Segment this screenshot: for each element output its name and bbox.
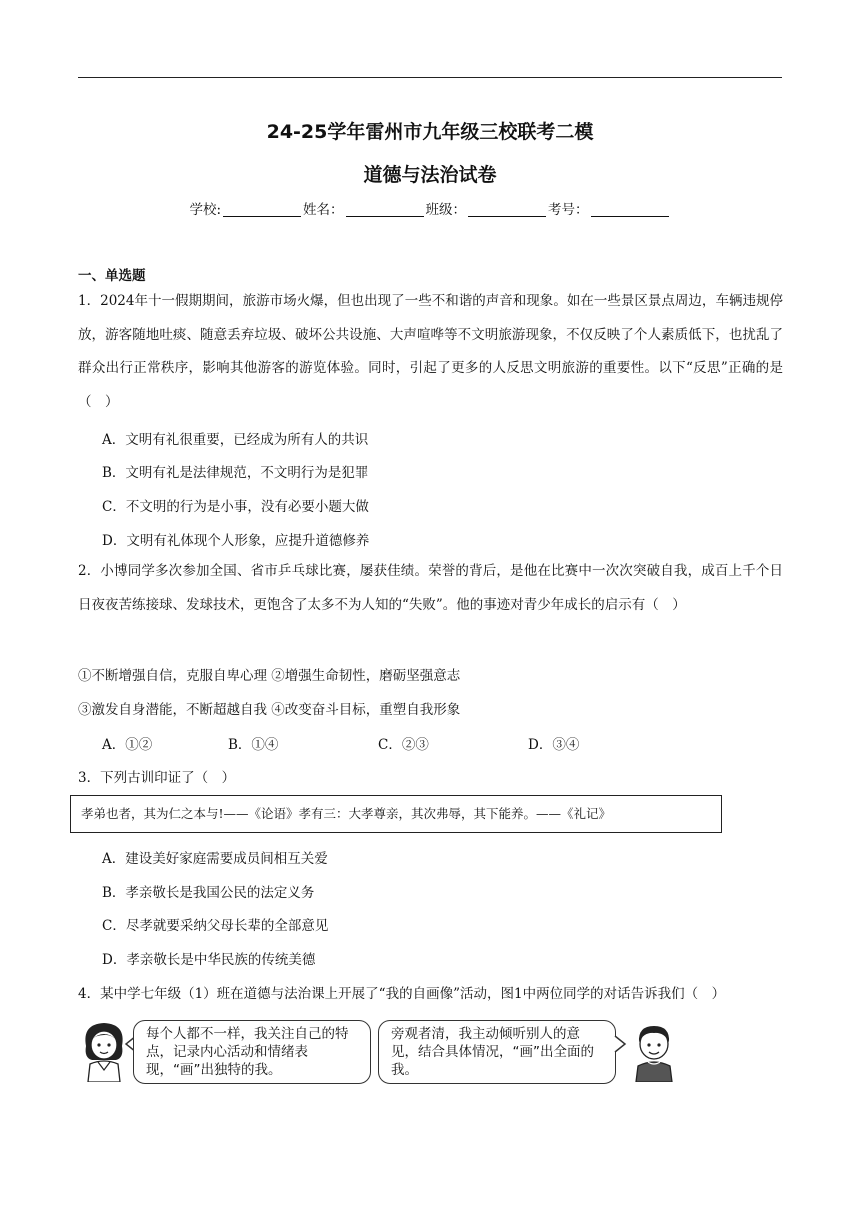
school-label: 学校: [189,202,222,218]
question-1-text: 1．2024年十一假期期间，旅游市场火爆，但也出现了一些不和谐的声音和现象。如在一些景区景点周边，车辆违规停放，游客随地吐痰、随意丢弃垃圾、破坏公共设施、大声喧哗等不文明旅游现象，不仅反映了个人素质低下，也扰乱了群众出行正常秩序，影响其他游客的游览体验。同时，引起了更多的人反思文明旅游的重要性。以下“反思”正确的是（ ） [78,293,783,410]
class-label: 班级： [425,202,467,218]
q3-quote-box: 孝弟也者，其为仁之本与!——《论语》孝有三：大孝尊亲，其次弗辱，其下能养。——《礼记》 [70,795,722,833]
exam-no-blank[interactable] [591,202,669,217]
q1-option-d[interactable]: D．文明有礼体现个人形象，应提升道德修养 [102,533,370,549]
section-title: 一、单选题 [78,268,146,284]
q2-option-d[interactable]: D．③④ [528,737,580,753]
question-3-text: 3．下列古训印证了（ ） [78,770,236,786]
exam-no-label: 考号： [548,202,589,218]
name-label: 姓名： [303,202,344,218]
exam-subtitle: 道德与法治试卷 [363,164,497,186]
header-rule [78,77,782,78]
q2-option-b[interactable]: B．①④ [228,737,279,753]
student-info-line [0,198,860,218]
q2-statements-1: ①不断增强自信，克服自卑心理 ②增强生命韧性，磨砺坚强意志 [78,668,461,684]
boy-figure-icon [626,1018,682,1082]
exam-title: 24-25学年雷州市九年级三校联考二模 [266,121,594,143]
q1-option-a[interactable]: A．文明有礼很重要，已经成为所有人的共识 [102,432,369,448]
speech-bubble-left: 每个人都不一样，我关注自己的特点，记录内心活动和情绪表现，“画”出独特的我。 [133,1020,371,1084]
q1-option-c[interactable]: C．不文明的行为是小事，没有必要小题大做 [102,499,369,515]
q2-option-c[interactable]: C．②③ [378,737,429,753]
q2-statements-2: ③激发自身潜能，不断超越自我 ④改变奋斗目标，重塑自我形象 [78,702,461,718]
q2-option-a[interactable]: A．①② [102,737,153,753]
speech-bubble-right: 旁观者清，我主动倾听别人的意见，结合具体情况，“画”出全面的我。 [378,1020,616,1084]
right-bubble-tail [613,1034,627,1054]
q3-option-a[interactable]: A．建设美好家庭需要成员间相互关爱 [102,851,328,867]
q3-option-b[interactable]: B．孝亲敬长是我国公民的法定义务 [102,885,315,901]
question-2-text: 2．小博同学多次参加全国、省市乒乓球比赛，屡获佳绩。荣誉的背后，是他在比赛中一次次突破自我，成百上千个日日夜夜苦练接球、发球技术，更饱含了太多不为人知的“失败”。他的事迹对青少年成长的启示有（ ） [78,563,783,613]
q1-option-b[interactable]: B．文明有礼是法律规范，不文明行为是犯罪 [102,465,369,481]
name-blank[interactable] [346,202,424,217]
question-4-text: 4．某中学七年级（1）班在道德与法治课上开展了“我的自画像”活动，图1中两位同学的对话告诉我们（ ） [78,986,726,1002]
school-blank[interactable] [223,202,301,217]
q3-option-c[interactable]: C．尽孝就要采纳父母长辈的全部意见 [102,918,329,934]
q3-option-d[interactable]: D．孝亲敬长是中华民族的传统美德 [102,952,316,968]
class-blank[interactable] [468,202,546,217]
